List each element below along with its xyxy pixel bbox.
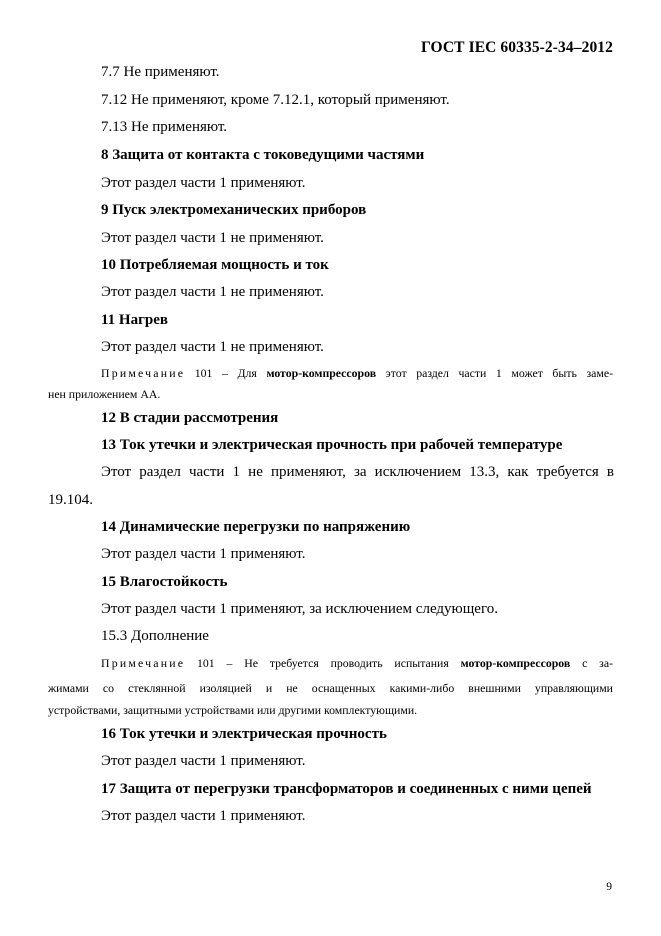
section-15-heading: 15 Влагостойкость bbox=[101, 574, 228, 590]
standard-id-header: ГОСТ IEC 60335-2-34–2012 bbox=[420, 39, 613, 56]
note-2-line-3: устройствами, защитными устройствами или другими комплектующими. bbox=[48, 703, 418, 717]
note-2-number: 101 – Не требуется проводить испытания bbox=[197, 656, 449, 670]
note-1-label: Примечание bbox=[101, 366, 186, 380]
section-8-heading: 8 Защита от контакта с токоведущими частями bbox=[101, 147, 425, 163]
note-1-number: 101 – Для bbox=[194, 366, 257, 380]
section-15-text: Этот раздел части 1 применяют, за исключением следующего. bbox=[101, 601, 498, 617]
note-1-rest: этот раздел части 1 может быть заме- bbox=[385, 366, 613, 380]
section-10-heading: 10 Потребляемая мощность и ток bbox=[101, 257, 329, 273]
section-11-text: Этот раздел части 1 не применяют. bbox=[101, 339, 324, 355]
note-2-rest: с за- bbox=[582, 656, 613, 670]
clause-7-13: 7.13 Не применяют. bbox=[101, 119, 228, 135]
section-13-text-line-1: Этот раздел части 1 не применяют, за исключением 13.3, как требуется в bbox=[101, 464, 614, 480]
note-1-line-2: нен приложением АА. bbox=[48, 387, 161, 401]
note-2-line-1 bbox=[101, 656, 613, 671]
clause-15-3: 15.3 Дополнение bbox=[101, 628, 209, 644]
note-2-term: мотор-компрессоров bbox=[460, 656, 571, 670]
section-9-text: Этот раздел части 1 не применяют. bbox=[101, 230, 324, 246]
section-14-heading: 14 Динамические перегрузки по напряжению bbox=[101, 519, 411, 535]
note-2-line-2: жимами со стеклянной изоляцией и не оснащенных какими-либо внешними управляющими bbox=[48, 681, 613, 695]
clause-7-7: 7.7 Не применяют. bbox=[101, 64, 220, 80]
section-16-text: Этот раздел части 1 применяют. bbox=[101, 753, 306, 769]
section-10-text: Этот раздел части 1 не применяют. bbox=[101, 284, 324, 300]
section-8-text: Этот раздел части 1 применяют. bbox=[101, 175, 306, 191]
section-9-heading: 9 Пуск электромеханических приборов bbox=[101, 202, 367, 218]
section-14-text: Этот раздел части 1 применяют. bbox=[101, 546, 306, 562]
note-2-label: Примечание bbox=[101, 656, 186, 670]
clause-7-12: 7.12 Не применяют, кроме 7.12.1, который применяют. bbox=[101, 92, 450, 108]
section-17-text: Этот раздел части 1 применяют. bbox=[101, 808, 306, 824]
section-11-heading: 11 Нагрев bbox=[101, 312, 169, 328]
section-13-text-line-2: 19.104. bbox=[48, 492, 93, 508]
note-1-term: мотор-компрессоров bbox=[266, 366, 377, 380]
section-17-heading: 17 Защита от перегрузки трансформаторов и соединенных с ними цепей bbox=[101, 781, 592, 797]
section-16-heading: 16 Ток утечки и электрическая прочность bbox=[101, 726, 387, 742]
section-13-heading: 13 Ток утечки и электрическая прочность при рабочей температуре bbox=[101, 437, 563, 453]
section-12-heading: 12 В стадии рассмотрения bbox=[101, 410, 279, 426]
page-number: 9 bbox=[606, 881, 612, 893]
note-1-line-1 bbox=[101, 366, 613, 381]
